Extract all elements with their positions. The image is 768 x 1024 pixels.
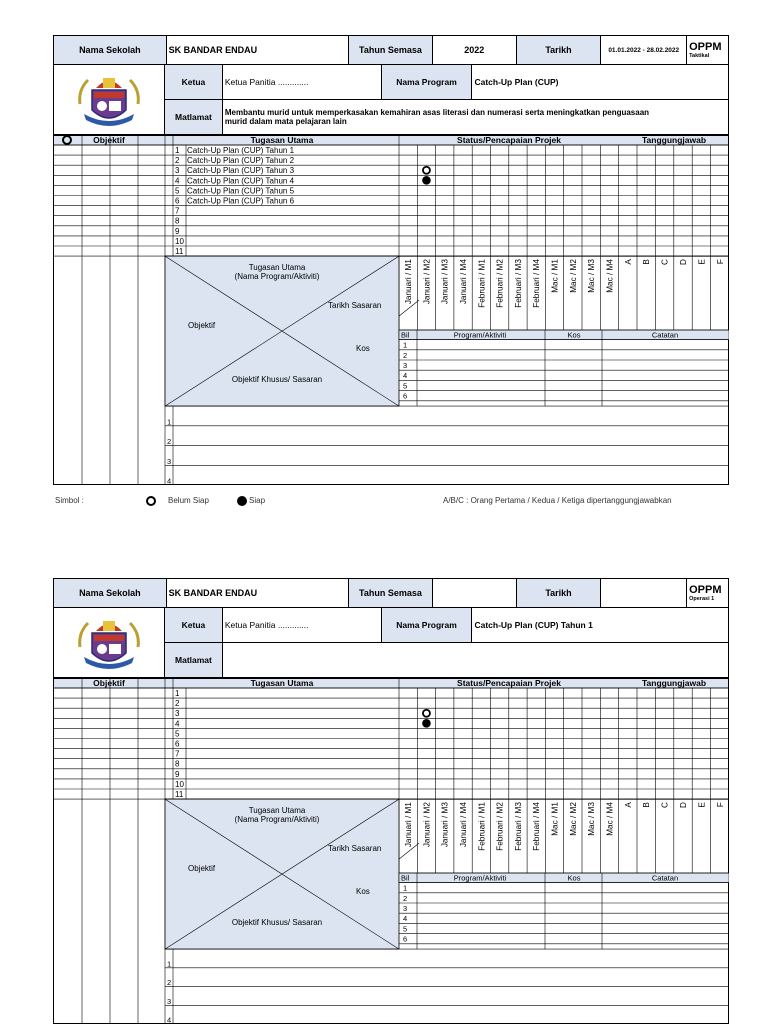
subtable-kos-label: Kos <box>567 330 581 340</box>
school-label: Nama Sekolah <box>54 36 167 64</box>
oppm-code-text: OPPM <box>689 41 722 53</box>
school-logo <box>53 608 165 678</box>
ketua-label: Ketua <box>165 65 223 99</box>
legend-simbol: Simbol : <box>55 496 84 505</box>
section-tanggungjawab-label: Tanggungjawab <box>641 678 707 688</box>
matlamat-value <box>223 643 728 677</box>
month-label: Februari / M2 <box>495 259 505 308</box>
month-label: Februari / M4 <box>532 259 542 308</box>
bottom-row-number: 3 <box>167 996 172 1006</box>
task-text: Catch-Up Plan (CUP) Tahun 4 <box>187 176 295 186</box>
task-number: 6 <box>175 739 180 749</box>
month-label: Mac / M3 <box>587 802 597 836</box>
month-label: Mac / M1 <box>550 259 560 293</box>
school-label: Nama Sekolah <box>54 579 167 607</box>
subtable-header <box>399 873 729 883</box>
section-status-label: Status/Pencapaian Projek <box>457 678 561 688</box>
matrix-tarikh-sasaran-label: Tarikh Sasaran <box>328 844 382 854</box>
section-tanggungjawab-label: Tanggungjawab <box>641 135 707 145</box>
ketua-row <box>165 65 729 100</box>
month-label: Mac / M4 <box>605 259 615 293</box>
oppm-grid <box>53 135 729 485</box>
oppm-code-sub: Taktikal <box>689 53 710 59</box>
subtable-row-number: 5 <box>403 381 408 391</box>
matrix-kos-label: Kos <box>356 887 370 897</box>
person-label: B <box>642 802 652 808</box>
matlamat-label: Matlamat <box>165 100 223 134</box>
oppm-code-text: OPPM <box>689 584 722 596</box>
month-label: Februari / M3 <box>513 802 523 851</box>
subtable-kos-label: Kos <box>567 873 581 883</box>
subtable-program-label: Program/Aktiviti <box>453 873 507 883</box>
matrix-objektif-khusus-label: Objektif Khusus/ Sasaran <box>231 375 323 385</box>
subtable-row-number: 4 <box>403 371 408 381</box>
month-label: Januari / M3 <box>440 802 450 848</box>
month-label: Januari / M1 <box>404 802 414 848</box>
matrix-objektif-label: Objektif <box>188 321 216 331</box>
month-label: Mac / M1 <box>550 802 560 836</box>
task-number: 11 <box>175 247 184 256</box>
section-header-band <box>53 135 729 145</box>
matrix-objektif-khusus-label: Objektif Khusus/ Sasaran <box>231 918 323 928</box>
task-number: 1 <box>175 689 180 698</box>
person-label: C <box>660 259 670 266</box>
program-label: Nama Program <box>382 65 473 99</box>
task-number: 1 <box>175 146 180 155</box>
task-number: 9 <box>175 769 180 779</box>
matrix-kos-label: Kos <box>356 344 370 354</box>
month-label: Mac / M2 <box>568 802 578 836</box>
task-number: 3 <box>175 709 180 719</box>
person-label: F <box>715 259 725 265</box>
person-label: D <box>679 259 688 266</box>
matrix-nama-program-label: (Nama Program/Aktiviti) <box>234 272 320 282</box>
oppm-code <box>687 36 728 64</box>
subtable-row-number: 4 <box>403 914 408 924</box>
date-value: 01.01.2022 - 28.02.2022 <box>601 36 687 64</box>
subtable-row-number: 1 <box>403 340 408 350</box>
month-label: Januari / M2 <box>422 802 432 848</box>
section-status-label: Status/Pencapaian Projek <box>457 135 561 145</box>
task-text: Catch-Up Plan (CUP) Tahun 6 <box>187 196 295 206</box>
matlamat-line-1: Membantu murid untuk memperkasakan kemahiran asas literasi dan numerasi serta meningkatkan penguasaan <box>224 108 650 117</box>
subtable-row-number: 5 <box>403 924 408 934</box>
task-number: 7 <box>175 749 180 759</box>
task-number: 9 <box>175 226 180 236</box>
task-number: 8 <box>175 216 180 226</box>
matrix-tarikh-sasaran-label: Tarikh Sasaran <box>328 301 382 311</box>
subtable-row-number: 2 <box>403 893 408 903</box>
person-label: E <box>697 802 707 808</box>
subtable-row-number: 1 <box>403 883 408 893</box>
person-label: B <box>642 259 652 265</box>
month-label: Februari / M1 <box>477 802 487 851</box>
matlamat-line-2: murid dalam mata pelajaran lain <box>224 117 347 126</box>
date-value <box>601 579 687 607</box>
subtable-bil-label: Bil <box>401 873 410 883</box>
school-value: SK BANDAR ENDAU <box>167 36 349 64</box>
task-number: 7 <box>175 206 180 216</box>
subtable-catatan-label: Catatan <box>651 330 679 340</box>
school-logo <box>53 65 165 135</box>
subtable-row-number: 3 <box>403 904 408 913</box>
oppm-code-sub: Operasi 1 <box>689 596 715 602</box>
year-value: 2022 <box>433 36 517 64</box>
ketua-label: Ketua <box>165 608 223 642</box>
task-number: 4 <box>175 176 180 186</box>
month-label: Februari / M4 <box>532 802 542 851</box>
program-value: Catch-Up Plan (CUP) Tahun 1 <box>474 620 593 630</box>
subtable-bil-label: Bil <box>401 330 410 340</box>
month-label: Januari / M4 <box>459 259 469 305</box>
task-number: 4 <box>175 719 180 729</box>
matrix-tugasan-label: Tugasan Utama <box>248 806 306 816</box>
siap-mark-icon <box>422 719 431 728</box>
belum-siap-symbol-icon <box>145 495 157 507</box>
school-value: SK BANDAR ENDAU <box>167 579 349 607</box>
task-number: 5 <box>175 729 180 739</box>
task-number: 5 <box>175 186 180 196</box>
month-label: Januari / M3 <box>440 259 450 305</box>
task-number: 6 <box>175 196 180 206</box>
matlamat-value <box>223 100 728 134</box>
legend-abc-note: A/B/C : Orang Pertama / Kedua / Ketiga dipertanggungjawabkan <box>443 496 672 505</box>
ketua-row <box>165 608 729 643</box>
person-label: F <box>715 802 725 808</box>
matrix-objektif-label: Objektif <box>188 864 216 874</box>
subtable-row-number: 6 <box>403 391 408 401</box>
task-number: 10 <box>175 779 184 789</box>
oppm-code <box>687 579 728 607</box>
subtable-row-number: 6 <box>403 934 408 944</box>
oppm-grid <box>53 678 729 1024</box>
month-label: Februari / M3 <box>513 259 523 308</box>
bottom-row-number: 4 <box>167 1015 172 1024</box>
date-label: Tarikh <box>517 36 602 64</box>
month-label: Februari / M1 <box>477 259 487 308</box>
bottom-row-number: 2 <box>167 437 172 447</box>
school-crest-icon <box>76 70 142 130</box>
program-value: Catch-Up Plan (CUP) <box>474 77 559 87</box>
subtable-row-number: 3 <box>403 361 408 370</box>
subtable-header <box>399 330 729 340</box>
legend-siap: Siap <box>249 496 266 505</box>
ketua-value: Ketua Panitia ............. <box>223 65 382 99</box>
subtable-catatan-label: Catatan <box>651 873 679 883</box>
bottom-row-number: 1 <box>167 417 172 427</box>
siap-symbol-icon <box>236 495 248 507</box>
subtable-program-label: Program/Aktiviti <box>453 330 507 340</box>
month-label: Januari / M4 <box>459 802 469 848</box>
oppm-taktikal-sheet <box>53 35 729 485</box>
person-label: A <box>623 259 633 265</box>
person-label: D <box>679 802 688 809</box>
subtable-row-number: 2 <box>403 350 408 360</box>
month-label: Februari / M2 <box>495 802 505 851</box>
month-label: Mac / M3 <box>587 259 597 293</box>
date-label: Tarikh <box>517 579 602 607</box>
belum-siap-mark-icon <box>423 167 430 174</box>
task-number: 10 <box>175 236 184 246</box>
program-label: Nama Program <box>382 608 473 642</box>
matrix-nama-program-label: (Nama Program/Aktiviti) <box>234 815 320 825</box>
section-tugasan-label: Tugasan Utama <box>250 678 314 688</box>
person-label: C <box>660 802 670 809</box>
matlamat-row <box>165 100 729 135</box>
person-label: E <box>697 259 707 265</box>
task-text: Catch-Up Plan (CUP) Tahun 5 <box>187 186 295 196</box>
year-label: Tahun Semasa <box>349 579 433 607</box>
person-label: A <box>623 802 633 808</box>
section-objektif-label: Objektif <box>93 678 125 688</box>
school-crest-icon <box>76 613 142 673</box>
year-label: Tahun Semasa <box>349 36 433 64</box>
section-tugasan-label: Tugasan Utama <box>250 135 314 145</box>
matlamat-label: Matlamat <box>165 643 223 677</box>
bottom-row-number: 2 <box>167 978 172 988</box>
sheet-header <box>53 578 729 608</box>
ketua-value: Ketua Panitia ............. <box>223 608 382 642</box>
section-header-band <box>53 678 729 688</box>
bottom-row-number: 4 <box>167 476 172 485</box>
task-number: 2 <box>175 156 180 166</box>
legend-belum-siap: Belum Siap <box>168 496 209 505</box>
section-objektif-label: Objektif <box>93 135 125 145</box>
task-text: Catch-Up Plan (CUP) Tahun 2 <box>187 156 295 166</box>
task-number: 8 <box>175 759 180 769</box>
siap-mark-icon <box>422 176 431 185</box>
month-label: Januari / M1 <box>404 259 414 305</box>
matrix-tugasan-label: Tugasan Utama <box>248 263 306 273</box>
bottom-row-number: 1 <box>167 959 172 969</box>
bottom-row-number: 3 <box>167 456 172 466</box>
task-text: Catch-Up Plan (CUP) Tahun 1 <box>187 146 295 155</box>
month-label: Mac / M2 <box>568 259 578 293</box>
sheet-header <box>53 35 729 65</box>
task-number: 2 <box>175 699 180 709</box>
month-label: Januari / M2 <box>422 259 432 305</box>
matlamat-row <box>165 643 729 678</box>
oppm-operasi-sheet <box>53 578 729 1024</box>
belum-siap-mark-icon <box>423 710 430 717</box>
year-value <box>433 579 517 607</box>
month-label: Mac / M4 <box>605 802 615 836</box>
task-number: 11 <box>175 790 184 799</box>
task-text: Catch-Up Plan (CUP) Tahun 3 <box>187 166 295 176</box>
task-number: 3 <box>175 166 180 176</box>
